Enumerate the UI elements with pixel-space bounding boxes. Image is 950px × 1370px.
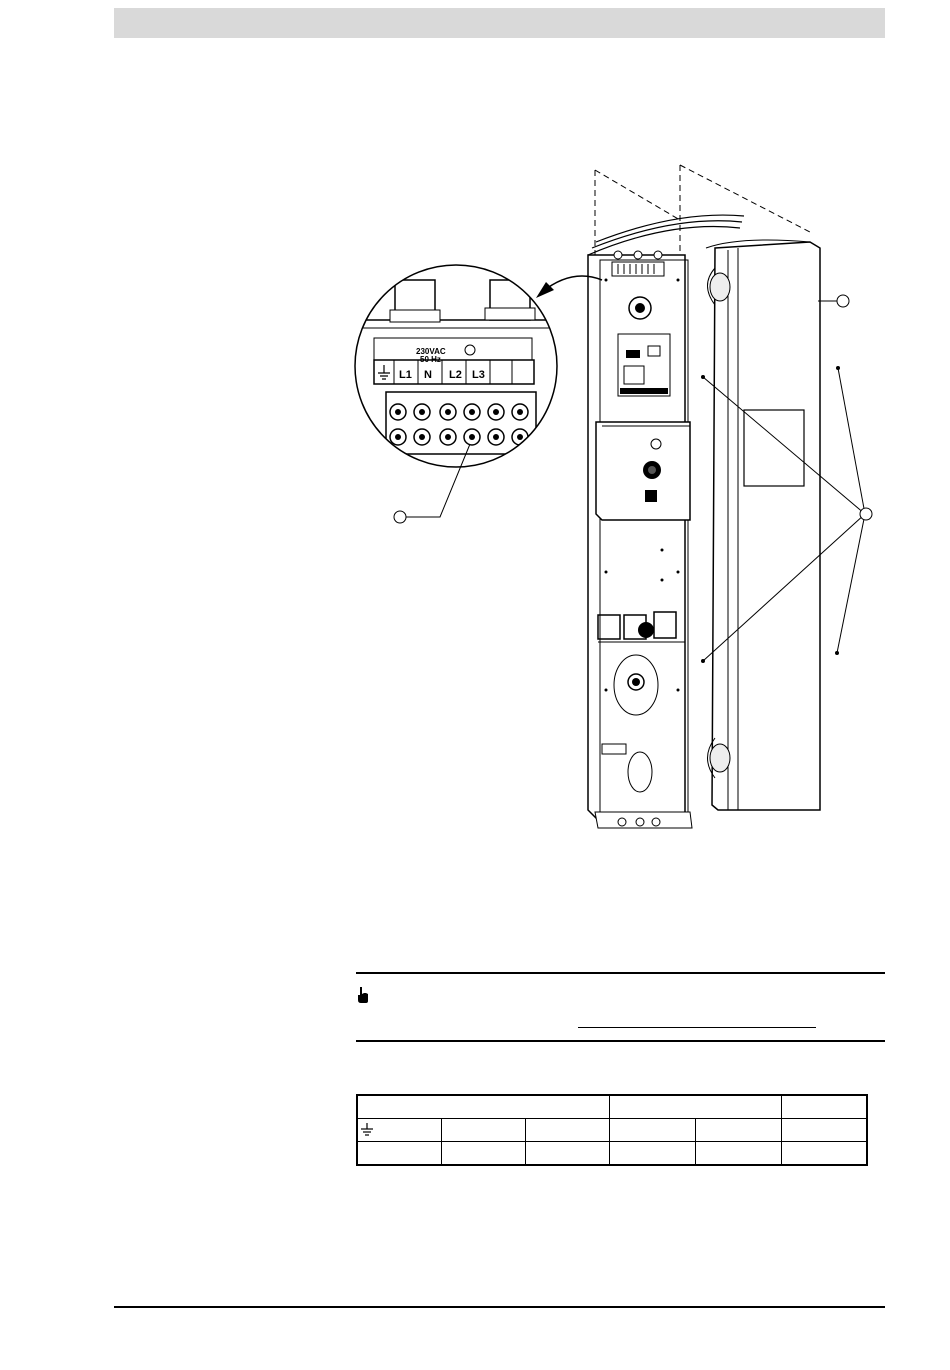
terminal-zoom-circle xyxy=(355,265,557,467)
hand-pointer-icon xyxy=(356,986,370,1004)
table-cell xyxy=(357,1119,441,1142)
terminal-label-l2: L2 xyxy=(449,369,462,381)
supply-frequency-label: 50 Hz xyxy=(420,355,441,364)
note-bottom-rule xyxy=(356,1040,885,1042)
table-cell xyxy=(609,1142,695,1166)
dashed-outline xyxy=(595,165,810,255)
installation-figure xyxy=(340,160,880,855)
callout-circle-cover xyxy=(837,295,849,307)
table-cell xyxy=(441,1142,525,1166)
page-header-bar xyxy=(114,8,885,38)
terminal-label-n: N xyxy=(424,369,432,381)
table-cell xyxy=(525,1119,609,1142)
table-cell xyxy=(609,1095,781,1119)
table-cell xyxy=(357,1142,441,1166)
table-cell xyxy=(781,1119,867,1142)
table-cell xyxy=(357,1095,609,1119)
table-cell xyxy=(441,1119,525,1142)
table-cell xyxy=(781,1095,867,1119)
earth-ground-icon xyxy=(360,1122,374,1136)
table-cell xyxy=(609,1119,695,1142)
supply-voltage-label: 230VAC xyxy=(416,347,446,356)
table-cell xyxy=(695,1119,781,1142)
table-cell xyxy=(695,1142,781,1166)
front-cover xyxy=(706,240,820,810)
table-cell xyxy=(525,1142,609,1166)
table-cell xyxy=(781,1142,867,1166)
table-row xyxy=(357,1119,867,1142)
terminal-label-l1: L1 xyxy=(399,369,412,381)
connection-table xyxy=(356,1094,868,1166)
note-top-rule xyxy=(356,972,885,974)
table-row xyxy=(357,1095,867,1119)
table-row xyxy=(357,1142,867,1166)
back-panel xyxy=(588,251,692,828)
note-underline xyxy=(578,1027,816,1028)
terminal-label-l3: L3 xyxy=(472,369,485,381)
callout-circle-terminal xyxy=(394,511,406,523)
page-footer-rule xyxy=(114,1306,885,1308)
callout-circle-screws xyxy=(860,508,872,520)
